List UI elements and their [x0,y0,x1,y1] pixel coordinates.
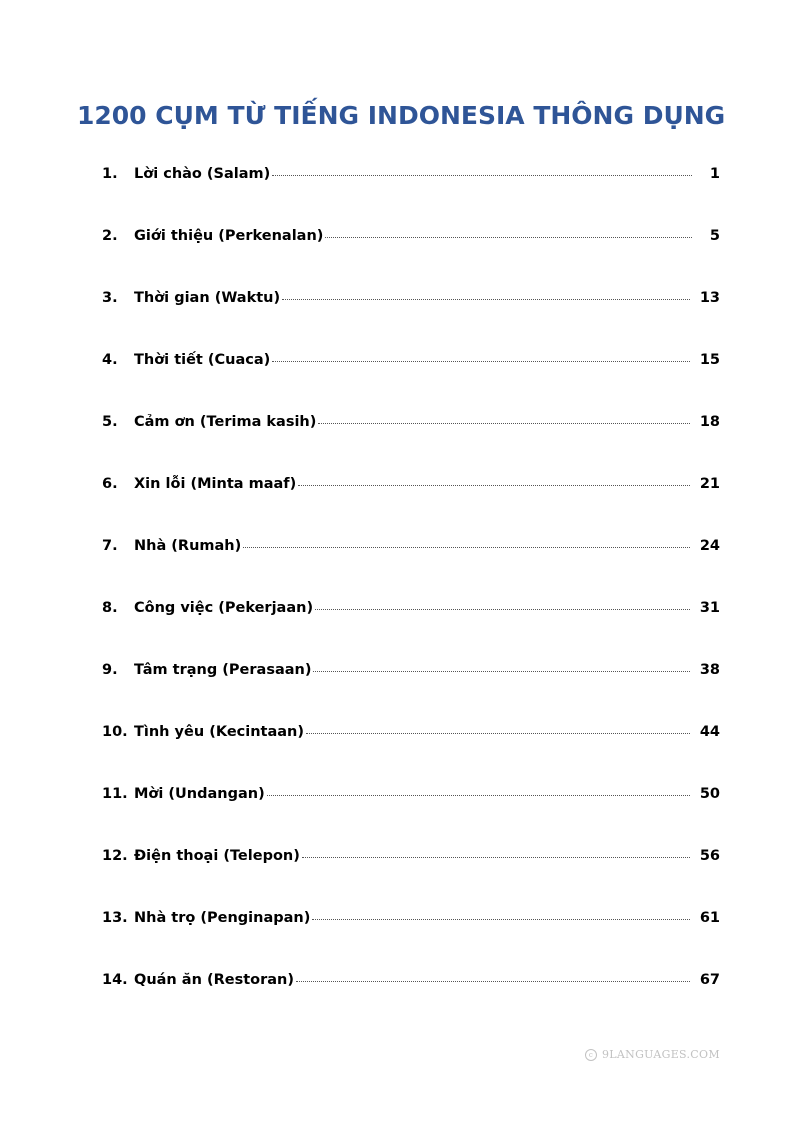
toc-entry[interactable] [102,842,720,904]
toc-entry[interactable] [102,408,720,470]
toc-entry-page[interactable]: 38 [699,662,720,678]
toc-entry-label[interactable]: Giới thiệu (Perkenalan) [134,228,324,244]
table-of-contents [102,160,720,1028]
toc-entry-number: 10. [102,724,128,740]
toc-entry-number: 3. [102,290,118,306]
toc-entry-page[interactable]: 56 [699,848,720,864]
toc-entry-label[interactable]: Xin lỗi (Minta maaf) [134,476,297,492]
toc-entry[interactable] [102,780,720,842]
toc-entry-label[interactable]: Tâm trạng (Perasaan) [134,662,312,678]
toc-dot-leader [325,236,692,238]
toc-entry-label[interactable]: Nhà (Rumah) [134,538,242,554]
toc-entry-number: 5. [102,414,118,430]
toc-entry-label[interactable]: Công việc (Pekerjaan) [134,600,314,616]
copyright-icon: c [585,1049,597,1061]
toc-entry[interactable] [102,222,720,284]
toc-entry-number: 12. [102,848,128,864]
toc-entry[interactable] [102,346,720,408]
toc-entry-number: 2. [102,228,118,244]
toc-entry-label[interactable]: Thời tiết (Cuaca) [134,352,271,368]
page-title: 1200 CỤM TỪ TIẾNG INDONESIA THÔNG DỤNG [77,100,726,130]
toc-entry-number: 13. [102,910,128,926]
toc-dot-leader [302,856,690,858]
toc-entry-label[interactable]: Điện thoại (Telepon) [134,848,300,864]
toc-entry-number: 8. [102,600,118,616]
toc-dot-leader [318,422,689,424]
toc-dot-leader [296,980,690,982]
toc-entry-page[interactable]: 61 [699,910,720,926]
toc-entry[interactable] [102,718,720,780]
toc-entry[interactable] [102,160,720,222]
toc-dot-leader [282,298,690,300]
toc-entry-page[interactable]: 21 [699,476,720,492]
toc-dot-leader [267,794,690,796]
toc-dot-leader [272,360,690,362]
toc-dot-leader [306,732,690,734]
footer-text: 9LANGUAGES.COM [602,1048,720,1061]
toc-entry-number: 14. [102,972,128,988]
toc-dot-leader [313,670,689,672]
toc-entry[interactable] [102,532,720,594]
toc-entry-number: 9. [102,662,118,678]
toc-entry-page[interactable]: 18 [699,414,720,430]
toc-dot-leader [315,608,690,610]
toc-entry-page[interactable]: 13 [699,290,720,306]
toc-entry-page[interactable]: 44 [699,724,720,740]
toc-entry[interactable] [102,284,720,346]
toc-dot-leader [312,918,689,920]
toc-entry-page[interactable]: 5 [709,228,720,244]
toc-entry-label[interactable]: Tình yêu (Kecintaan) [134,724,304,740]
toc-entry-page[interactable]: 31 [699,600,720,616]
toc-entry-label[interactable]: Thời gian (Waktu) [134,290,281,306]
toc-entry-label[interactable]: Quán ăn (Restoran) [134,972,294,988]
footer-watermark [585,1048,720,1061]
toc-entry-page[interactable]: 24 [699,538,720,554]
toc-entry[interactable] [102,904,720,966]
toc-entry-page[interactable]: 50 [699,786,720,802]
toc-entry[interactable] [102,470,720,532]
toc-entry-page[interactable]: 15 [699,352,720,368]
toc-entry[interactable] [102,594,720,656]
toc-entry-number: 7. [102,538,118,554]
toc-entry-number: 11. [102,786,128,802]
toc-entry-number: 4. [102,352,118,368]
toc-dot-leader [243,546,690,548]
toc-entry-label[interactable]: Nhà trọ (Penginapan) [134,910,311,926]
toc-entry-page[interactable]: 67 [699,972,720,988]
toc-entry-number: 1. [102,166,118,182]
toc-entry-label[interactable]: Cảm ơn (Terima kasih) [134,414,317,430]
toc-dot-leader [272,174,692,176]
toc-entry[interactable] [102,656,720,718]
toc-entry-number: 6. [102,476,118,492]
toc-entry-page[interactable]: 1 [709,166,720,182]
toc-dot-leader [298,484,690,486]
toc-entry-label[interactable]: Mời (Undangan) [134,786,265,802]
toc-entry-label[interactable]: Lời chào (Salam) [134,166,271,182]
toc-entry[interactable] [102,966,720,1028]
